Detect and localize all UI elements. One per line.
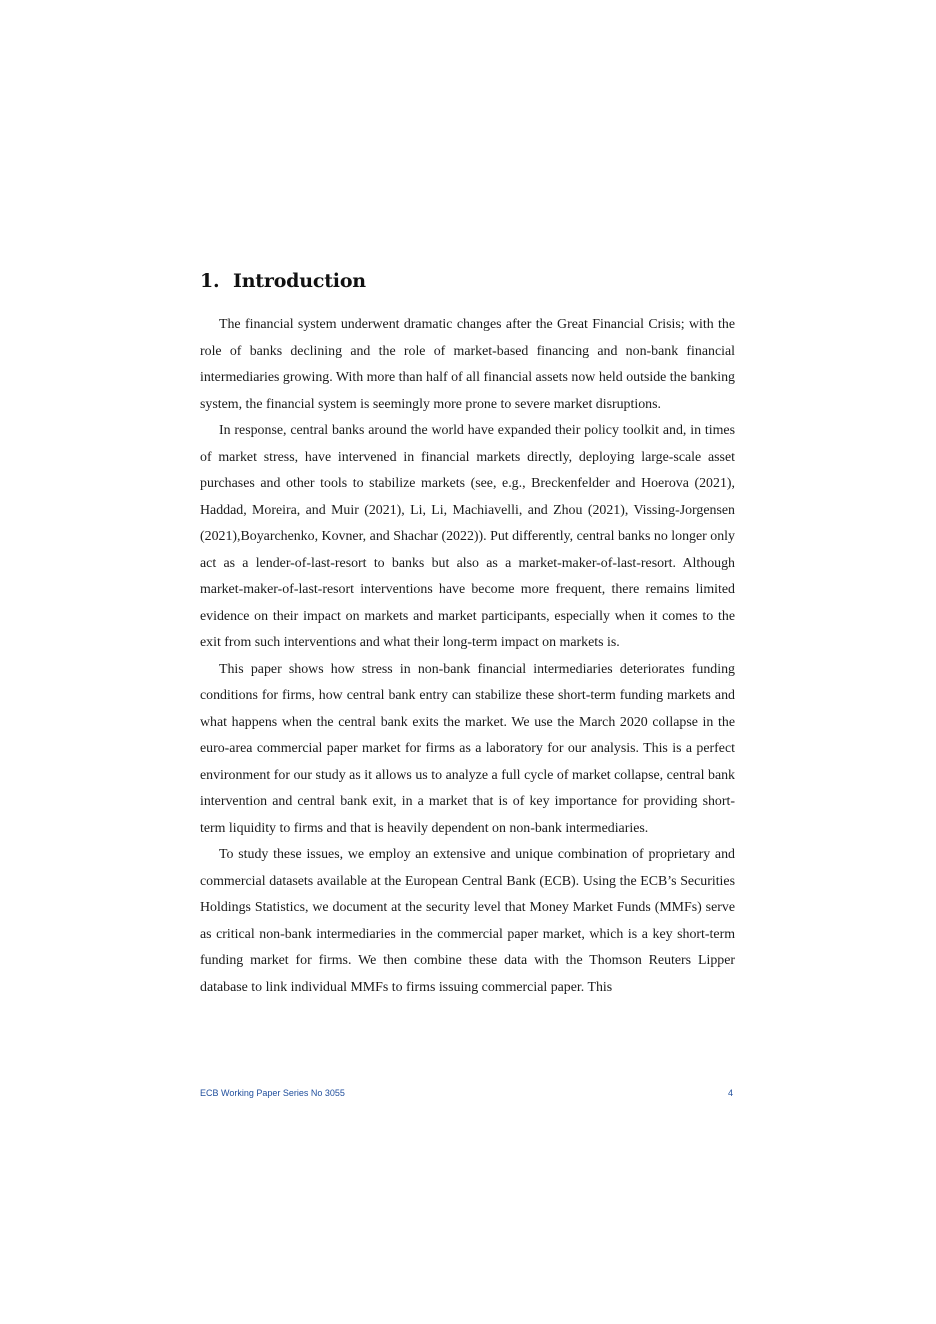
paragraph-1: The financial system underwent dramatic changes after the Great Financial Crisis; with the role of banks declining and the role of market-based financing and non-bank financial intermediaries growing. With more than half of all financial assets now held outside the banking system, the financial system is seemingly more prone to severe market disruptions. xyxy=(200,317,735,412)
section-number: 1. xyxy=(200,270,220,292)
paragraph-4: To study these issues, we employ an extensive and unique combination of proprietary and commercial datasets available at the European Central Bank (ECB). Using the ECB’s Securities Holdings Statistics, we document at the security level that Money Market Funds (MMFs) serve as critical non-bank intermediaries in the commercial paper market, which is a key short-term funding market for firms. We then combine these data with the Thomson Reuters Lipper database to link individual MMFs to firms issuing commercial paper. This xyxy=(200,847,735,995)
page-number: 4 xyxy=(727,1088,733,1098)
body-text xyxy=(200,312,735,1001)
paragraph-3: This paper shows how stress in non-bank financial intermediaries deteriorates funding conditions for firms, how central bank entry can stabilize these short-term funding markets and what happens when the central bank exits the market. We use the March 2020 collapse in the euro-area commercial paper market for firms as a laboratory for our analysis. This is a perfect environment for our study as it allows us to analyze a full cycle of market collapse, central bank intervention and central bank exit, in a market that is of key importance for providing short-term liquidity to firms and that is heavily dependent on non-bank intermediaries. xyxy=(200,661,735,836)
paragraph-2: In response, central banks around the world have expanded their policy toolkit and, in times of market stress, have intervened in financial markets directly, deploying large-scale asset purchases and other tools to stabilize markets (see, e.g., Breckenfelder and Hoerova (2021), Haddad, Moreira, and Muir (2021), Li, Li, Machiavelli, and Zhou (2021), Vissing-Jorgensen (2021),Boyarchenko, Kovner, and Shachar (2022)). Put differently, central banks no longer only act as a lender-of-last-resort to banks but also as a market-maker-of-last-resort. Although market-maker-of-last-resort interventions have become more frequent, there remains limited evidence on their impact on markets and market participants, especially when it comes to the exit from such interventions and what their long-term impact on markets is. xyxy=(200,423,735,650)
section-heading xyxy=(200,270,366,292)
section-title: Introduction xyxy=(233,270,366,292)
working-paper-series-label: ECB Working Paper Series No 3055 xyxy=(200,1088,345,1098)
